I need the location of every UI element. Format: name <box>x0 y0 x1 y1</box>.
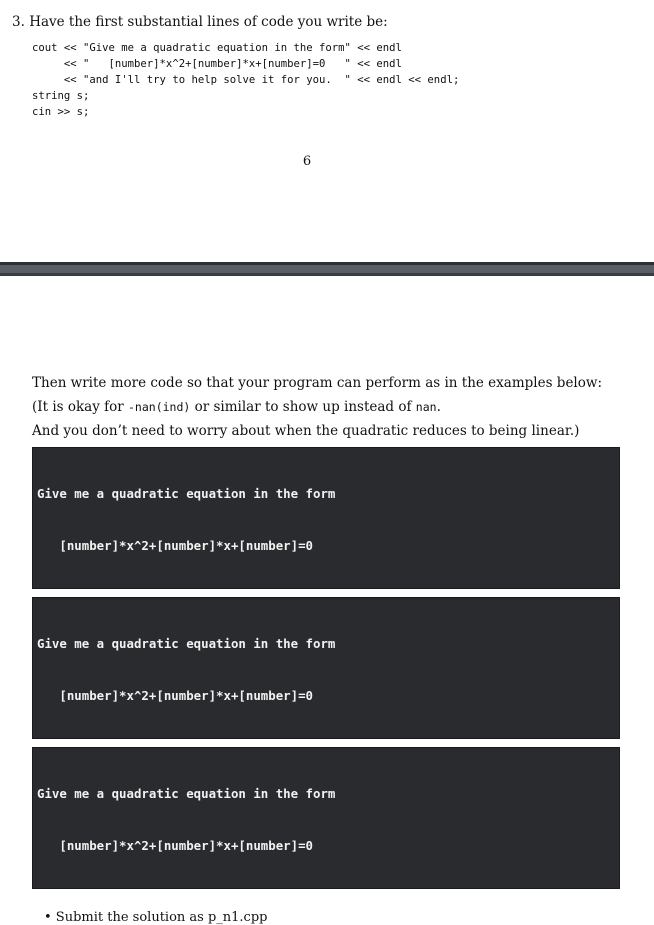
previous-page <box>0 0 654 262</box>
terminal-line: [number]*x^2+[number]*x+[number]=0 <box>37 838 314 854</box>
code-line: string s; <box>32 90 90 102</box>
terminal-line: Give me a quadratic equation in the form <box>37 485 336 501</box>
code-snippet <box>32 40 459 120</box>
instruction-line-2 <box>32 398 441 416</box>
instruction-text: or similar to show up instead of <box>190 399 416 415</box>
terminal-line: [number]*x^2+[number]*x+[number]=0 <box>37 538 314 554</box>
terminal-line: [number]*x^2+[number]*x+[number]=0 <box>37 688 314 704</box>
terminal-line: Give me a quadratic equation in the form <box>37 785 336 801</box>
code-line: cout << "Give me a quadratic equation in the form" << endl <box>32 42 402 54</box>
inline-code-nan-ind: -nan(ind) <box>128 400 191 414</box>
terminal-line: Give me a quadratic equation in the form <box>37 635 336 651</box>
item-text: Have the first substantial lines of code you write be: <box>29 14 388 30</box>
terminal-example-1 <box>32 447 620 589</box>
instruction-text: (It is okay for <box>32 399 128 415</box>
page-separator <box>0 262 654 276</box>
terminal-example-3 <box>32 747 620 889</box>
terminal-example-2 <box>32 597 620 739</box>
item-number: 3. <box>12 14 25 30</box>
code-line: << " [number]*x^2+[number]*x+[number]=0 " << endl <box>32 58 402 70</box>
inline-code-nan: nan <box>415 400 437 414</box>
submit-bullet: • Submit the solution as p_n1.cpp <box>44 910 268 925</box>
code-line: << "and I'll try to help solve it for you. " << endl << endl; <box>32 74 460 86</box>
instruction-line-3: And you don’t need to worry about when the quadratic reduces to being linear.) <box>32 423 580 439</box>
instruction-text: . <box>436 399 441 415</box>
code-line: cin >> s; <box>32 106 90 118</box>
page-number: 6 <box>302 154 312 169</box>
item-3-heading <box>12 14 388 30</box>
instruction-line-1: Then write more code so that your program can perform as in the examples below: <box>32 375 602 391</box>
